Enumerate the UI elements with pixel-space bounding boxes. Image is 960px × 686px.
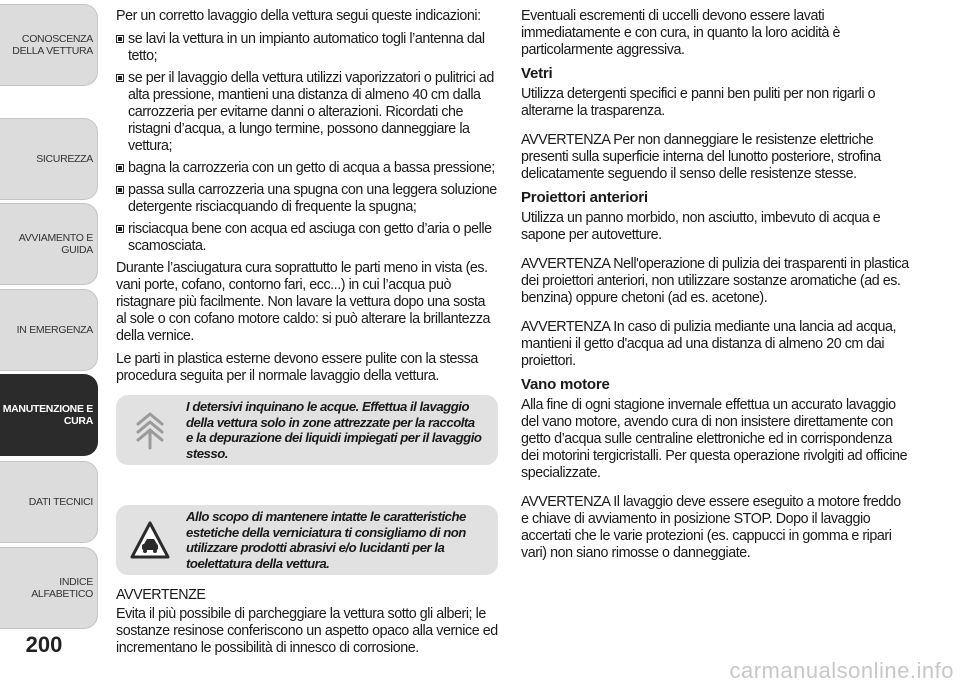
tab-dati-tecnici[interactable]: DATI TECNICI [0,461,98,543]
warning-car-icon [130,520,170,560]
checkbox-bullet-icon [116,225,124,233]
environment-callout-text: I detersivi inquinano le acque. Effettua il lavaggio della vettura solo in zone attrezzate per la raccolta e la depurazione dei liquidi impiegati per il lavaggio stesso. [186,399,482,461]
avvertenze-text: Evita il più possibile di parcheggiare la vettura sotto gli alberi; le sostanze resinose conferiscono un aspetto opaco alla vernice ed incrementano le possibilità di innesco di corrosione. [116,606,498,656]
checkbox-bullet-icon [116,74,124,82]
warning-callout [116,505,498,575]
left-column [116,8,498,663]
vetri-text: Utilizza detergenti specifici e panni ben puliti per non rigarli o alterarne la trasparenza. [521,86,876,119]
proiettori-warning-2: AVVERTENZA In caso di pulizia mediante una lancia ad acqua, mantieni il getto d'acqua ad una distanza di almeno 20 cm dai proiettori. [521,319,897,369]
checkbox-bullet-icon [116,35,124,43]
vetri-warning: AVVERTENZA Per non danneggiare le resistenze elettriche presenti sulla superficie interna del lunotto posteriore, strofina delicatamente seguendo il senso delle resistenze stesse. [521,132,881,182]
plastic-paragraph: Le parti in plastica esterne devono essere pulite con la stessa procedura seguita per il normale lavaggio della vettura. [116,351,478,384]
list-item: passa sulla carrozzeria una spugna con una leggera soluzione detergente risciacquando di frequente la spugna; [116,182,498,216]
list-item: risciacqua bene con acqua ed asciuga con getto d’aria o pelle scamosciata. [116,221,498,255]
tab-emergenza[interactable]: IN EMERGENZA [0,289,98,371]
right-column [521,8,911,568]
tab-avviamento[interactable]: AVVIAMENTO E GUIDA [0,203,98,285]
page-number: 200 [25,632,63,657]
tab-conoscenza[interactable]: CONOSCENZA DELLA VETTURA [0,4,98,86]
section-title-proiettori: Proiettori anteriori [521,189,648,206]
section-title-vetri: Vetri [521,65,553,82]
tab-manutenzione[interactable]: MANUTENZIONE E CURA [0,374,98,456]
intro-text: Per un corretto lavaggio della vettura segui queste indicazioni: [116,8,481,24]
vano-motore-warning: AVVERTENZA Il lavaggio deve essere eseguito a motore freddo e chiave di avviamento in posizione STOP. Dopo il lavaggio accertati che le varie protezioni (es. cappucci in gomma e ripari vari) non siano rimosse o danneggiate. [521,494,901,561]
environment-callout [116,395,498,465]
list-item: bagna la carrozzeria con un getto di acqua a bassa pressione; [116,160,498,177]
section-title-vano-motore: Vano motore [521,376,610,393]
proiettori-warning-1: AVVERTENZA Nell'operazione di pulizia dei trasparenti in plastica dei proiettori anteriori, non utilizzare sostanze aromatiche (ad es. benzina) oppure chetoni (ad es. acetone). [521,256,909,306]
tab-indice[interactable]: INDICE ALFABETICO [0,547,98,629]
warning-callout-text: Allo scopo di mantenere intatte le caratteristiche estetiche della verniciatura ti consigliamo di non utilizzare prodotti abrasivi e/o lucidanti per la toelettatura della vettura. [186,509,466,571]
avvertenze-heading: AVVERTENZE [116,587,206,603]
tab-sicurezza[interactable]: SICUREZZA [0,118,98,200]
vano-motore-text: Alla fine di ogni stagione invernale effettua un accurato lavaggio del vano motore, avendo cura di non insistere direttamente con getto d’acqua sulle centraline elettroniche ed in corrispondenza dei motorini tergicristalli. Per questa operazione rivolgiti ad officine specializzate. [521,397,908,481]
bird-droppings-paragraph: Eventuali escrementi di uccelli devono essere lavati immediatamente e con cura, in quanto la loro acidità è particolarmente aggressiva. [521,8,841,58]
environment-icon [130,410,170,450]
list-item: se per il lavaggio della vettura utilizzi vaporizzatori o pulitrici ad alta pressione, mantieni una distanza di almeno 40 cm dalla carrozzeria per evitarne danni o alterazioni. Ricordati che ristagni d’acqua, a lungo termine, possono danneggiare la vettura; [116,70,498,155]
chapter-tabs [0,0,98,686]
list-item: se lavi la vettura in un impianto automatico togli l’antenna dal tetto; [116,31,498,65]
drying-paragraph: Durante l’asciugatura cura soprattutto le parti meno in vista (es. vani porte, cofano, contorno fari, ecc...) in cui l’acqua può ristagnare più facilmente. Non lavare la vettura dopo una sosta al sole o con cofano motore caldo: si può alterare la brillantezza della vernice. [116,260,491,344]
checkbox-bullet-icon [116,186,124,194]
watermark: carmanualsonline.info [729,658,954,683]
proiettori-text: Utilizza un panno morbido, non asciutto, imbevuto di acqua e sapone per autovetture. [521,210,881,243]
checkbox-bullet-icon [116,164,124,172]
